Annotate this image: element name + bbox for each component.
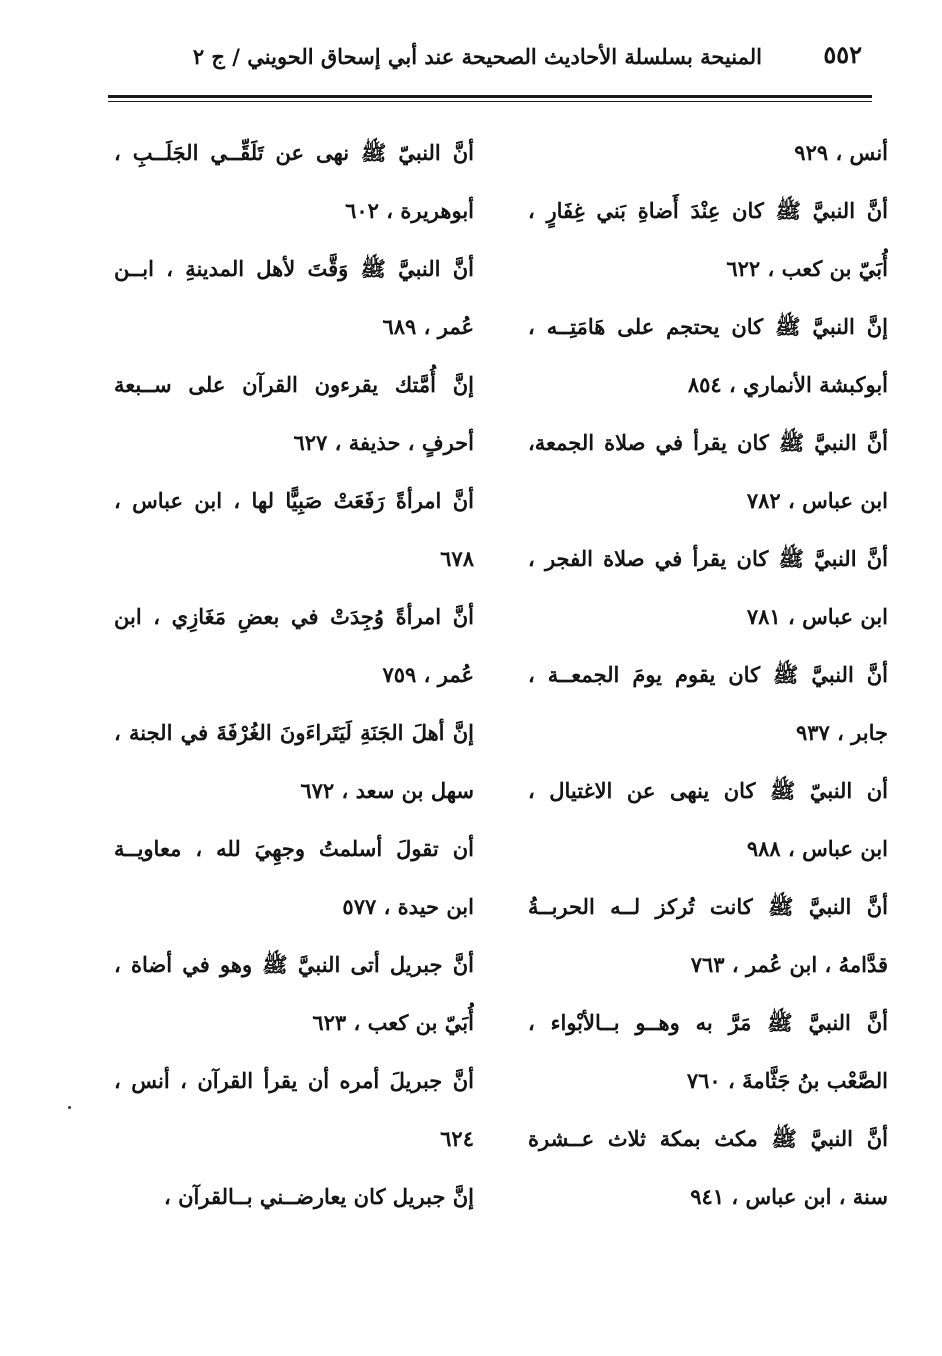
entry-text: أنَّ النبيَّ ﷺ كان يقرأ في صلاة الجمعة، [528,430,888,455]
entry-text: أن تقولَ أسلمتُ وجهِيَ لله ، معاويــة [114,836,474,861]
entry-text: أنَّ جبريلَ أمره أن يقرأ القرآن ، أنس ، [114,1068,474,1093]
running-title: المنيحة بسلسلة الأحاديث الصحيحة عند أبي إسحاق الحويني / ج ٢ [192,44,762,69]
index-entry [528,182,888,298]
entry-text: أنَّ امرأةً وُجِدَتْ في بعضِ مَغَازِي ، ابن [114,604,474,629]
entry-continuation: سهل بن سعد ، ٦٧٢ [300,778,474,803]
entry-continuation: أُبَيّ بن كعب ، ٦٢٣ [312,1010,474,1035]
index-entry [114,820,474,936]
page-number: ٥٥٢ [823,40,862,69]
index-entry [528,530,888,646]
index-column-left [114,124,474,1226]
entry-text: أنَّ النبيَّ ﷺ مكث بمكة ثلاث عــشرة [528,1126,888,1151]
entry-text: أنَّ النبيَّ ﷺ كان يقرأ في صلاة الفجر ، [528,546,888,571]
entry-continuation: ابن عباس ، ٩٨٨ [746,836,888,861]
entry-text: أنَّ النبيّ ﷺ نهى عن تَلَقِّــي الجَلَــبِ ، [114,140,474,165]
index-entry [528,124,888,182]
index-column-right [528,124,888,1226]
entry-continuation: أحرفٍ ، حذيفة ، ٦٢٧ [293,430,474,455]
entry-text: إنَّ النبيَّ ﷺ كان يحتجم على هَامَتِــه ، [528,314,888,339]
entry-continuation: عُمر ، ٧٥٩ [382,662,474,687]
index-entry [114,704,474,820]
entry-continuation: أبوهريرة ، ٦٠٢ [345,198,474,223]
index-entry [528,646,888,762]
entry-text: أنَّ جبريل أتى النبيَّ ﷺ وهو في أضاة ، [114,952,474,977]
entry-continuation: ابن عباس ، ٧٨١ [746,604,888,629]
page-header [110,40,870,80]
index-entry [528,1110,888,1226]
header-rule-thick [108,95,872,98]
index-entry [114,240,474,356]
entry-continuation: سنة ، ابن عباس ، ٩٤١ [690,1184,888,1209]
entry-continuation: قدَّامهُ ، ابن عُمر ، ٧٦٣ [690,952,888,977]
index-entry [114,124,474,240]
entry-text: إنَّ أهلَ الجَنَةِ لَيَتَراءَونَ الغُرْفَةَ في الجنة ، [114,720,474,745]
entry-continuation: ٦٢٤ [440,1126,474,1151]
entry-continuation: جابر ، ٩٣٧ [795,720,888,745]
index-entry [528,414,888,530]
index-entry [528,762,888,878]
entry-continuation: عُمر ، ٦٨٩ [382,314,474,339]
index-entry [114,1052,474,1168]
entry-text: أنَّ النبيَّ ﷺ كان يقوم يومَ الجمعــة ، [528,662,888,687]
entry-text: أنَّ النبيَّ ﷺ كان عِنْدَ أَضاةِ بَني غِفَارٍ ، [528,198,888,223]
index-entry [528,878,888,994]
entry-text: أنَّ امرأةً رَفَعَتْ صَبِيًّا لها ، ابن عباس ، [114,488,474,513]
entry-text: أنَّ النبيَّ ﷺ وَقَّتَ لأهل المدينةِ ، ابــن [114,256,474,281]
index-entry [114,936,474,1052]
index-entry [528,298,888,414]
entry-text: إنَّ أُمَّتك يقرءون القرآن على ســبعة [114,372,474,397]
entry-text: إنَّ جبريل كان يعارضــني بــالقرآن ، [164,1184,474,1209]
entry-continuation: ٦٧٨ [440,546,474,571]
entry-text: أنَّ النبيَّ ﷺ كانت تُركز لــه الحربــةُ [528,894,888,919]
entry-continuation: أبوكبشة الأنماري ، ٨٥٤ [687,372,888,397]
index-entry [528,994,888,1110]
entry-continuation: أُبَيّ بن كعب ، ٦٢٢ [726,256,888,281]
index-entry [114,588,474,704]
entry-text: أنَّ النبيَّ ﷺ مَرَّ به وهــو بــالأبْواء ، [528,1010,888,1035]
header-rule-thin [108,101,872,102]
entry-text: أن النبيّ ﷺ كان ينهى عن الاغتيال ، [528,778,888,803]
entry-continuation: ابن عباس ، ٧٨٢ [746,488,888,513]
entry-continuation: الصَّعْب بنُ جَثَّامةَ ، ٧٦٠ [686,1068,888,1093]
index-entry [114,1168,474,1226]
print-speck [68,1106,71,1109]
entry-text: أنس ، ٩٢٩ [794,140,888,165]
index-entry [114,356,474,472]
entry-continuation: ابن حيدة ، ٥٧٧ [342,894,474,919]
index-entry [114,472,474,588]
